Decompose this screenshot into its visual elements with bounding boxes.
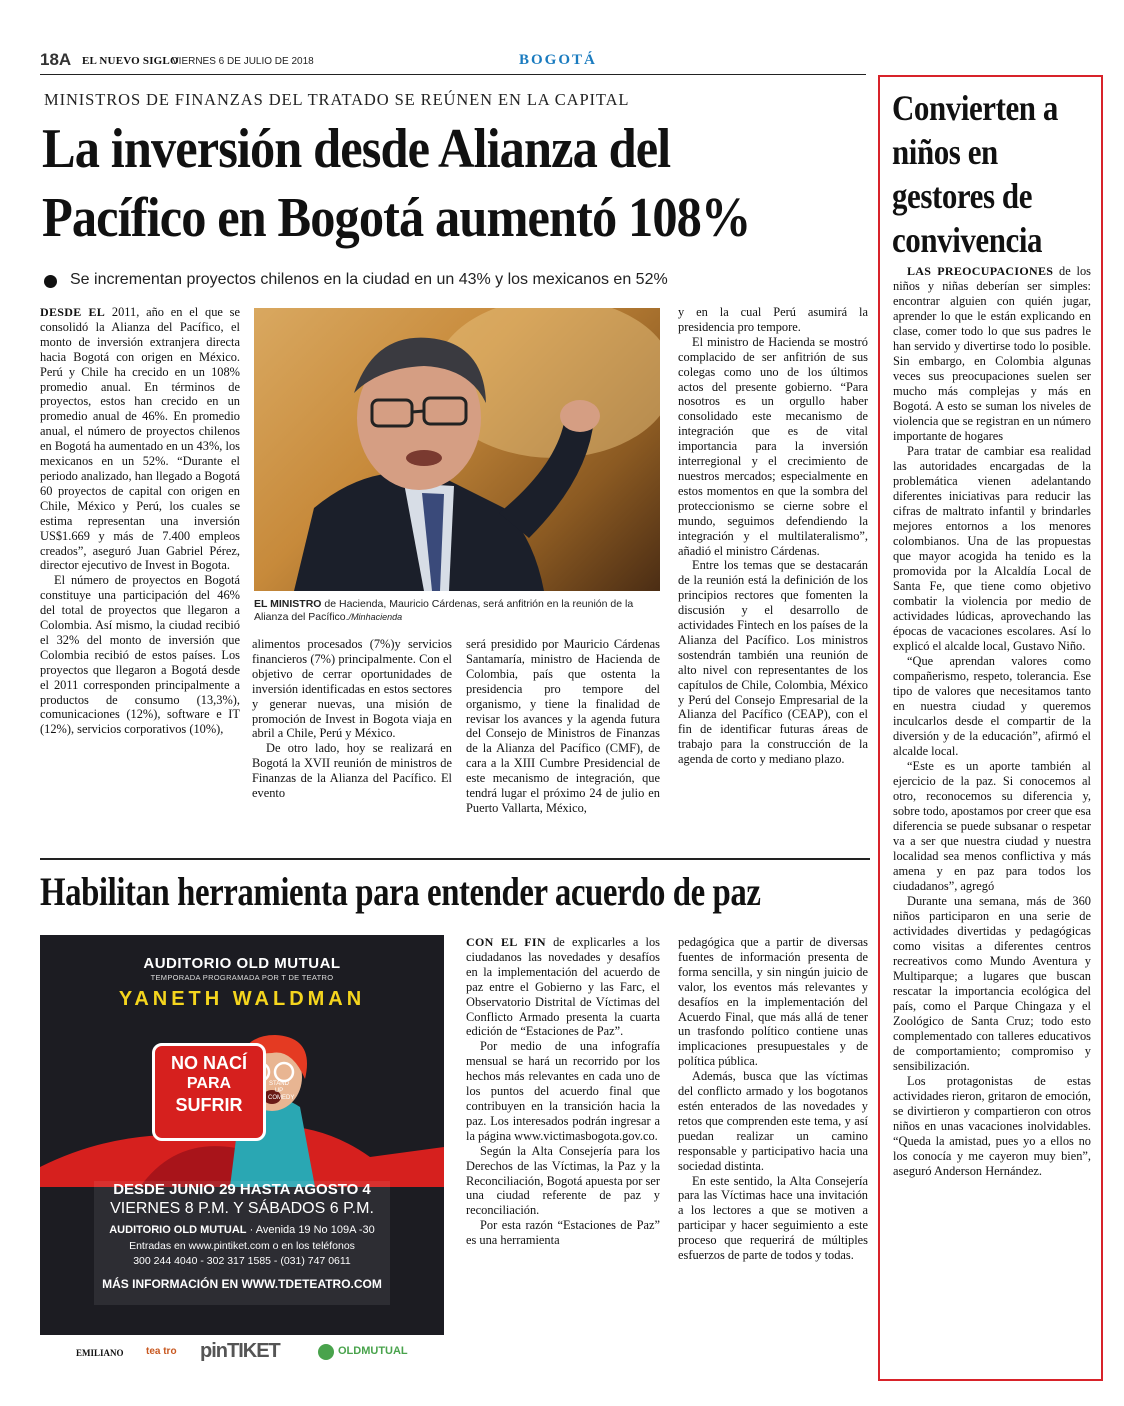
second-article-column-2 (678, 935, 868, 1375)
ad-address (40, 1224, 444, 1236)
paragraph: El ministro de Hacienda se mostró complacido de ser anfitrión de sus colegas como uno de los últimos actos del presente gobierno. “Para nosotros es un orgullo haber consolidado este mecanismo de integración que es de vital importancia para la inversión interregional y el crecimiento de nuestros mercados; especialmente en estos momentos en que la sombra del proteccionismo se cierne sobre el mundo, seguimos defendiendo la integración y el multilateralismo”, añadió el ministro Cárdenas. (678, 334, 868, 558)
ad-season: TEMPORADA PROGRAMADA POR T DE TEATRO (150, 973, 334, 982)
main-headline-line1: La inversión desde Alianza del (42, 118, 671, 180)
paragraph: Además, busca que las víctimas del conflicto armado y los bogotanos estén enterados de las novedades y retos que comprenden este tema, y así puedan realizar un camino responsable y participativo hacia una sociedad distinta. (678, 1069, 868, 1173)
lead-in: DESDE EL (40, 305, 106, 319)
ad-title-line3: SUFRIR (175, 1095, 243, 1115)
paragraph: alimentos procesados (7%)y servicios financieros (7%) principalmente. Con el objetivo de cerrar oportunidades de inversión identificadas en estos sectores y generar nuevas, una misión de promoción de Invest in Bogota viaja en abril a Chile, Perú y México. (252, 637, 452, 741)
photo-credit: /Minhacienda (348, 612, 403, 622)
ad-venue: AUDITORIO OLD MUTUAL (143, 955, 341, 972)
paragraph: Entre los temas que se destacarán de la reunión está la definición de los principios rectores que fomenten la discusión y el desarrollo de actividades Fintech en los países de la Alianza del Pacífico. Los ministros sostendrán también una reunión de alto nivel con representantes de los capítulos de Chile, Colombia, México y Perú del Consejo Empresarial de la Alianza del Pacífico (CEAP), con el fin de identificar futuras áreas de trabajo para la construcción de la agenda de corto y mediano plazo. (678, 558, 868, 767)
paragraph: De otro lado, hoy se realizará en Bogotá la XVII reunión de ministros de Finanzas de la Alianza del Pacífico. El evento (252, 741, 452, 801)
paragraph: será presidido por Mauricio Cárdenas Santamaría, ministro de Hacienda de Colombia, país que ostenta la presidencia pro tempore del organismo, y tiene la finalidad de revisar los avances y la agenda futura del Consejo de Ministros de Finanzas de la Alianza del Pacífico (CMF), de cara a la XIII Cumbre Presidencial de este mecanismo de integración, que tendrá lugar el próximo 24 de julio en Puerto Vallarta, México, (466, 637, 660, 815)
section-label: BOGOTÁ (519, 52, 597, 68)
ad-times: VIERNES 8 P.M. Y SÁBADOS 6 P.M. (110, 1200, 374, 1217)
ad-title-line2: PARA (186, 1075, 232, 1092)
sidebar-text (893, 264, 1091, 1374)
ad-phones: 300 244 4040 - 302 317 1585 - (031) 747 0611 (133, 1255, 351, 1267)
ad-dates: DESDE JUNIO 29 HASTA AGOSTO 4 (113, 1181, 371, 1198)
sponsor-logo-pintiket: pinTIKET (200, 1340, 280, 1362)
paragraph: de explicarles a los ciudadanos las novedades y desafíos en la implementación del acuerdo de paz entre el Gobierno y las Farc, el Observatorio Distrital de Víctimas del Conflicto Armado presenta la cuarta edición de “Estaciones de Paz”. (466, 935, 660, 1039)
ad-address-street: · Avenida 19 No 109A -30 (249, 1224, 375, 1236)
issue-date: VIERNES 6 DE JULIO DE 2018 (172, 56, 314, 67)
main-article-column-4 (678, 305, 868, 850)
paragraph: y en la cual Perú asumirá la presidencia pro tempore. (678, 305, 868, 334)
paragraph: Por medio de una infografía mensual se hará un recorrido por los hechos más relevantes en cada uno de los puntos del acuerdo final que contribuyen en la transición hacia la paz. Los interesados podrán ingresar a la página www.victimasbogota.gov.co. (466, 1039, 660, 1143)
sponsor-logo-oldmutual: OLDMUTUAL (338, 1345, 408, 1357)
paragraph: Según la Alta Consejería para los Derechos de las Víctimas, la Paz y la Reconciliación, Bogotá apuesta por ser una ciudad referente de paz y reconciliación. (466, 1143, 660, 1218)
main-article-column-3 (466, 637, 660, 847)
sponsor-logo-teatro: tea tro (146, 1346, 177, 1357)
main-article-column-1 (40, 305, 240, 845)
header-rule (40, 74, 866, 75)
oldmutual-icon (318, 1344, 334, 1360)
caption-text: de Hacienda, Mauricio Cárdenas, será anfitrión en la reunión de la Alianza del Pacífico. (254, 598, 634, 623)
paragraph: En este sentido, la Alta Consejería para las Víctimas hace una invitación a los lectores a que se motiven a participar y hacer seguimiento a este proceso que requerirá de múltiples esfuerzos de parte de todos y todas. (678, 1173, 868, 1263)
paragraph: Por esta razón “Estaciones de Paz” es una herramienta (466, 1218, 660, 1248)
second-article-column-1 (466, 935, 660, 1375)
ad-address-venue: AUDITORIO OLD MUTUAL (109, 1224, 247, 1236)
page-number: 18A (40, 50, 72, 69)
kicker: MINISTROS DE FINANZAS DEL TRATADO SE REÚNEN EN LA CAPITAL (44, 90, 630, 109)
ad-more-info[interactable]: MÁS INFORMACIÓN EN WWW.TDETEATRO.COM (102, 1277, 382, 1291)
paragraph: 2011, año en el que se consolidó la Alianza del Pacífico, el monto de inversión extranjera directa hacia Bogotá con origen en México. Perú y Chile ha crecido en un 108% promedio anual. En términos de proyectos, estos han crecido en un promedio anual de 46%. En promedio anual, el número de proyectos chilenos en Bogotá ha aumentado en un 43%, los mexicanos en un 52%. “Durante el periodo analizado, han llegado a Bogotá 60 proyectos de capital con origen en Chile, México y Perú, los cuales se estima representan una inversión US$1.669 y más de 7.400 empleos creados”, aseguró Juan Gabriel Pérez, director ejecutivo de Invest in Bogota. (40, 305, 240, 573)
caption-lead: EL MINISTRO (254, 598, 322, 610)
theater-ad[interactable] (40, 935, 444, 1335)
paragraph: El número de proyectos en Bogotá constituye una participación del 46% del total de proyectos que llegaron a Colombia. Así mismo, la ciudad recibió el 32% del monto de inversión que Colombia recibió de estos países. Los proyectos que llegaron a Bogotá desde el 2011 corresponden principalmente a productos de consumo (13,3%), comunicaciones (12%), software e IT (12%), servicios corporativos (10%), (40, 573, 240, 737)
ad-artist: YANETH WALDMAN (118, 988, 366, 1010)
paragraph: Los protagonistas de estas actividades rieron, gritaron de emoción, se divirtieron y compartieron con otros niños en unas vacaciones inolvidables. “Queda la amistad, pues yo a ellos no los conocía y me cayeron muy bien”, aseguró Anderson Hernández. (893, 1074, 1091, 1178)
paragraph: de los niños y niñas deberían ser simples: encontrar alguien con quién jugar, aprender lo que le están explicando en clase, comer todo lo que sus padres le han servido y divertirse todo lo posible. Sin embargo, en Colombia algunas veces sus preocupaciones suelen ser mucho más complejas y más en Bogotá. A esto se suman los niveles de violencia que se registran en un número importante de hogares (893, 264, 1091, 443)
paragraph: pedagógica que a partir de diversas fuentes de información presenta de forma sencilla, y sin ningún juicio de valor, los eventos más relevantes y desafíos en la implementación del Acuerdo Final, que más allá de tener un trasfondo político contiene unas implicaciones presupuestales y de política pública. (678, 935, 868, 1069)
ad-tickets: Entradas en www.pintiket.com o en los teléfonos (129, 1240, 355, 1252)
ad-sponsor-strip (40, 1336, 444, 1370)
section-divider (40, 858, 870, 860)
lead-in: LAS PREOCUPACIONES (907, 264, 1054, 278)
bullet-dot (44, 275, 57, 288)
lead-in: CON EL FIN (466, 935, 546, 949)
minister-figure (254, 308, 660, 591)
second-headline: Habilitan herramienta para entender acuerdo de paz (40, 869, 761, 914)
photo-caption (254, 598, 660, 624)
ad-standup-tag: STAND UP COMEDY (268, 1081, 295, 1101)
paragraph: “Este es un aporte también al ejercicio de la paz. Si conocemos al otro, reconocemos su diferencia y, sobre todo, apostamos por creer que esa diferencia se puede subsanar o respetar va a ser que nuestra ciudad y nuestra localidad sea menos conflictiva y más amena y en paz para todos los ciudadanos”, agregó (893, 759, 1091, 893)
paragraph: “Que aprendan valores como compañerismo, respeto, tolerancia. Ese tipo de valores que necesitamos tanto en nuestra ciudad y queremos inculcarlos desde el compartir de la diversión y de la educación”, afirmó el alcalde local. (893, 654, 1091, 758)
newspaper-name: EL NUEVO SIGLO (82, 55, 179, 67)
sponsor-logo-emiliano: EMILIANO (76, 1348, 124, 1358)
main-headline-line2: Pacífico en Bogotá aumentó 108% (42, 187, 751, 249)
subheadline: Se incrementan proyectos chilenos en la ciudad en un 43% y los mexicanos en 52% (70, 271, 668, 288)
main-article-column-2 (252, 637, 452, 847)
ad-title-line1: NO NACÍ (171, 1053, 247, 1073)
paragraph: Durante una semana, más de 360 niños participaron en una serie de actividades divertidas y pedagógicas como visitas a diferentes centros recreativos como Mundo Aventura y Multiparque; a lugares que buscan rescatar la importancia ecológica del país, como el Parque Chingaza y el Zoológico de Santa Cruz; todo esto complementado con talleres educativos de comportamiento; compromiso y sensibilización. (893, 894, 1091, 1073)
sidebar-headline: Convierten a niños en gestores de convivencia (892, 88, 1058, 260)
minister-photo (254, 308, 660, 591)
paragraph: Para tratar de cambiar esa realidad las autoridades encargadas de la problemática vienen adelantando diferentes iniciativas para reducir las cifras de maltrato infantil y brindarles mejores entornos a los menores colombianos. Una de las propuestas que mayor acogida ha tenido es la promovida por la Alcaldía Local de Santa Fe, que tiene como objetivo combatir la violencia por medio de actividades lúdicas, aprovechando las épocas de vacaciones escolares. Así lo explicó el alcalde local, Gustavo Niño. (893, 444, 1091, 653)
